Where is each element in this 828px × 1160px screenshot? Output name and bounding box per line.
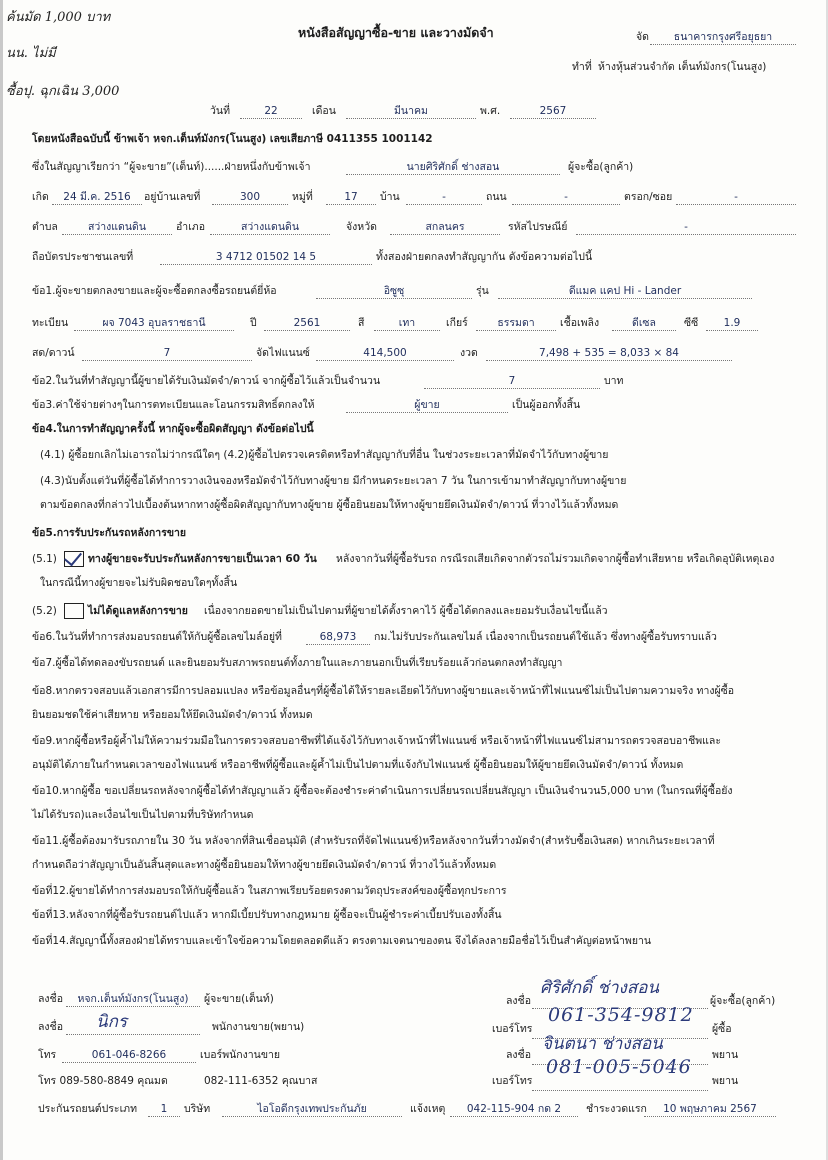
clause9-line2: อนุมัติได้ภายในกำหนดเวลาของไฟแนนซ์ หรืออาชีพที่ผู้ซื้อและผู้ค้ำไม่เป็นไปตามที่แจ้งกับไฟแนนซ์ ผู้ซื้อยินยอมให้ผู้ขายยึดเงินมัดจำ/ดาวน์ ทั้งหมด [32, 759, 684, 771]
province-value: สกลนคร [390, 220, 500, 235]
day-label: วันที่ [210, 105, 230, 117]
staff-sign-label: ลงชื่อ [38, 1021, 63, 1033]
clause6-text: ข้อ6.ในวันที่ทำการส่งมอบรถยนต์ให้กับผู้ซื้อเลขไมล์อยู่ที่ [32, 631, 282, 643]
clause4-title: ข้อ4.ในการทำสัญญาครั้งนี้ หากผู้จะซื้อผิดสัญญา ดังข้อต่อไปนี้ [32, 423, 314, 435]
house-value: 300 [212, 190, 288, 205]
option1-checkbox[interactable] [64, 551, 84, 567]
first-due-date: 10 พฤษภาคม 2567 [644, 1102, 776, 1117]
car-model: ดีแมค แคป Hi - Lander [498, 284, 752, 299]
month-value: มีนาคม [346, 104, 476, 119]
fuel-label: เชื้อเพลิง [560, 317, 600, 329]
insurance-label: ประกันรถยนต์ประเภท [38, 1103, 138, 1115]
party-prefix: ซึ่งในสัญญาเรียกว่า “ผู้จะขาย”(เต็นท์)......ฝ่ายหนึ่งกับข้าพเจ้า [32, 161, 311, 173]
clause3-party: ผู้ขาย [346, 398, 508, 413]
witness-phone: 081-005-5046 [546, 1056, 692, 1078]
soi-value: - [676, 190, 796, 205]
finance-amount: 414,500 [316, 346, 454, 361]
reg-plate: ผจ 7043 อุบลราชธานี [74, 316, 234, 331]
idcard-suffix: ทั้งสองฝ่ายตกลงทำสัญญากัน ดังข้อความต่อไปนี้ [376, 251, 593, 263]
cc-label: ซีซี [684, 317, 699, 329]
clause12-text: ข้อที่12.ผู้ขายได้ทำการส่งมอบรถให้กับผู้ซื้อแล้ว ในสภาพเรียบร้อยตรงตามวัตถุประสงค์ของผู้ซื้อทุกประการ [32, 885, 507, 897]
color-label: สี [358, 317, 365, 329]
car-fuel: ดีเซล [612, 316, 676, 331]
car-cc: 1.9 [706, 316, 758, 331]
clause5-title: ข้อ5.การรับประกันรถหลังการขาย [32, 527, 187, 539]
deposit-unit: บาท [604, 375, 624, 387]
staff-phone: 061-046-8266 [62, 1048, 196, 1063]
staff-phone-role: เบอร์พนักงานขาย [200, 1049, 281, 1061]
claim-label: แจ้งเหตุ [410, 1103, 446, 1115]
buyer-role: ผู้จะซื้อ(ลูกค้า) [568, 161, 634, 173]
intro-text: โดยหนังสือฉบับนี้ ข้าพเจ้า หจก.เต็นท์มังกร(โนนสูง) เลขเสียภาษี 0411355 1001142 [32, 133, 433, 145]
insurance-type: 1 [148, 1102, 180, 1117]
road-label: ถนน [486, 191, 507, 203]
option1-bold: ทางผู้ขายจะรับประกันหลังการขายเป็นเวลา 60 วัน [88, 553, 317, 565]
clause14-text: ข้อที่14.สัญญานี้ทั้งสองฝ่ายได้ทราบและเข้าใจข้อความโดยตลอดดีแล้ว ตรงตามเจตนาของตน จึงได้ลงลายมือชื่อไว้เป็นสำคัญต่อหน้าพยาน [32, 935, 652, 947]
clause4-p1: (4.1) ผู้ซื้อยกเลิกไม่เอารถไม่ว่ากรณีใดๆ (4.2)ผู้ซื้อไปตรวจเครดิตหรือทำสัญญากับที่อื่น ในช่วงระยะเวลาที่มัดจำไว้กับทางผู้ขาย [40, 449, 609, 461]
clause8-line2: ยินยอมชดใช้ค่าเสียหาย หรือยอมให้ยึดเงินมัดจำ/ดาวน์ ทั้งหมด [32, 709, 313, 721]
clause13-text: ข้อที่13.หลังจากที่ผู้ซื้อรับรถยนต์ไปแล้ว หากมีเบี้ยปรับทางกฎหมาย ผู้ซื้อจะเป็นผู้ชำระค่าเบี้ยปรับเองทั้งสิ้น [32, 909, 502, 921]
option1-rest: หลังจากวันที่ผู้ซื้อรับรถ กรณีรถเสียเกิดจากตัวรถไม่รวมเกิดจากผู้ซื้อทำเสียหาย หรือเกิดอุบัติเหตุเอง [336, 553, 775, 565]
buyer-phone-role: ผู้ซื้อ [712, 1023, 732, 1035]
clause4-p2: (4.3)นับตั้งแต่วันที่ผู้ซื้อได้ทำการวางเงินจองหรือมัดจำไว้กับทางผู้ขาย มีกำหนดระยะเวลา 7 วัน ในการเข้ามาทำสัญญากับทางผู้ขาย [40, 475, 627, 487]
gear-label: เกียร์ [446, 317, 468, 329]
month-label: เดือน [312, 105, 336, 117]
option1-line2: ในกรณีนี้ทางผู้ขายจะไม่รับผิดชอบใดๆทั้งสิ้น [40, 577, 238, 589]
day-value: 22 [240, 104, 302, 119]
buyer-name: นายศิริศักดิ์ ช่างสอน [346, 160, 560, 175]
birth-value: 24 มี.ค. 2516 [52, 190, 142, 205]
moo-value: 17 [326, 190, 376, 205]
phone-label: โทร [38, 1049, 57, 1061]
option2-rest: เนื่องจากยอดขายไม่เป็นไปตามที่ผู้ขายได้ตั้งราคาไว้ ผู้ซื้อได้ตกลงและยอมรับเงื่อนไขนี้แล้ว [204, 605, 608, 617]
road-value: - [512, 190, 620, 205]
buyer-sign-role: ผู้จะซื้อ(ลูกค้า) [710, 995, 776, 1007]
insurance-company-label: บริษัท [184, 1103, 211, 1115]
year-value: 2567 [510, 104, 596, 119]
reg-year-label: ปี [250, 317, 257, 329]
staff-role: พนักงานขาย(พยาน) [212, 1021, 305, 1033]
clause10-line1: ข้อ10.หากผู้ซื้อ ขอเปลี่ยนรถหลังจากผู้ซื้อได้ทำสัญญาแล้ว ผู้ซื้อจะต้องชำระค่าดำเนินการเปลี่ยนรถเปลี่ยนสัญญา เป็นเงินจำนวน5,000 บาท (ในกรณที่ผู้ซื้อยัง [32, 785, 733, 797]
buyer-phone: 061-354-9812 [548, 1004, 694, 1026]
option1-number: (5.1) [32, 553, 57, 565]
finance-label: จัด [636, 31, 649, 43]
car-color: เทา [374, 316, 440, 331]
house-label: อยู่บ้านเลขที่ [144, 191, 201, 203]
seller-role: ผู้จะขาย(เต็นท์) [204, 993, 274, 1005]
down-value: 7 [82, 346, 252, 361]
option2-bold: ไม่ได้ดูแลหลังการขาย [88, 605, 188, 617]
contact-bas: 082-111-6352 คุณบาส [204, 1075, 318, 1087]
witness-phone-role: พยาน [712, 1075, 739, 1087]
province-label: จังหวัด [346, 221, 377, 233]
option2-checkbox[interactable] [64, 603, 84, 619]
buyer-sign-label: ลงชื่อ [506, 995, 531, 1007]
mileage-value: 68,973 [306, 630, 370, 645]
tambon-label: ตำบล [32, 221, 58, 233]
witness-sign-label: ลงชื่อ [506, 1049, 531, 1061]
staff-signature: นิกร [96, 1012, 128, 1032]
installment-label: งวด [460, 347, 478, 359]
amphoe-label: อำเภอ [176, 221, 206, 233]
witness-signature: จินตนา ช่างสอน [542, 1034, 663, 1054]
clause10-line2: ไม่ได้รับรถ)และเงื่อนไขเป็นไปตามที่บริษัทกำหนด [32, 809, 254, 821]
note-deposit: ค้นมัด 1,000 บาท [6, 10, 111, 25]
clause11-line2: กำหนดถือว่าสัญญาเป็นอันสิ้นสุดและทางผู้ซื้อยินยอมให้ทางผู้ขายยึดเงินมัดจำ/ดาวน์ ที่วางไว้แล้วทั้งหมด [32, 859, 497, 871]
soi-label: ตรอก/ซอย [624, 191, 673, 203]
idcard-value: 3 4712 01502 14 5 [160, 250, 372, 265]
birth-label: เกิด [32, 191, 49, 203]
deposit-amount: 7 [424, 374, 600, 389]
finance-amount-label: จัดไฟแนนซ์ [256, 347, 310, 359]
first-due-label: ชำระงวดแรก [586, 1103, 647, 1115]
seller-sign-label: ลงชื่อ [38, 993, 63, 1005]
claim-phone: 042-115-904 กด 2 [450, 1102, 578, 1117]
note-weight: นน. ไม่มี [6, 46, 56, 61]
installment-value: 7,498 + 535 = 8,033 × 84 [486, 346, 732, 361]
clause9-line1: ข้อ9.หากผู้ซื้อหรือผู้ค้ำไม่ให้ความร่วมมือในการตรวจสอบอาชีพที่ได้แจ้งไว้กับทางเจ้าหน้าที่ไฟแนนซ์ หรือเจ้าหน้าที่ไฟแนนซ์ไม่สามารถตรวจสอบอาชีพและ [32, 735, 721, 747]
clause7-text: ข้อ7.ผู้ซื้อได้ทดลองขับรถยนต์ และยินยอมรับสภาพรถยนต์ทั้งภายในและภายนอกเป็นที่เรียบร้อยแล้วก่อนตกลงทำสัญญา [32, 657, 563, 669]
clause1-label: ข้อ1.ผู้จะขายตกลงขายและผู้จะซื้อตกลงซื้อรถยนต์ยี่ห้อ [32, 285, 277, 297]
clause8-line1: ข้อ8.หากตรวจสอบแล้วเอกสารมีการปลอมแปลง หรือข้อมูลอื่นๆที่ผู้ซื้อได้ให้รายละเอียดไว้กับทางผู้ขายและเจ้าหน้าที่ไฟแนนซ์ไม่เป็นไปตามความจริง ทางผู้ซื้อ [32, 685, 735, 697]
car-gear: ธรรมดา [476, 316, 556, 331]
village-value: - [406, 190, 482, 205]
idcard-label: ถือบัตรประชาชนเลขที่ [32, 251, 134, 263]
down-label: สด/ดาวน์ [32, 347, 75, 359]
buyer-signature: ศิริศักดิ์ ช่างสอน [540, 978, 660, 998]
clause3-suffix: เป็นผู้ออกทั้งสิ้น [512, 399, 581, 411]
clause11-line1: ข้อ11.ผู้ซื้อต้องมารับรถภายใน 30 วัน หลังจากที่สินเชื่ออนุมัติ (สำหรับรถที่จัดไฟแนนซ์)หรือหลังจากวันที่วางมัดจำ(สำหรับซื้อเงินสด) หากเกินระยะเวลาที่ [32, 835, 715, 847]
buyer-phone-label: เบอร์โทร [492, 1023, 533, 1035]
year-label: พ.ศ. [480, 105, 501, 117]
car-brand: อิซูซุ [316, 284, 472, 299]
reg-label: ทะเบียน [32, 317, 69, 329]
clause6-suffix: กม.ไม่รับประกันเลขไมล์ เนื่องจากเป็นรถยนต์ใช้แล้ว ซึ่งทางผู้ซื้อรับทราบแล้ว [374, 631, 717, 643]
postal-label: รหัสไปรษณีย์ [508, 221, 568, 233]
witness-role: พยาน [712, 1049, 739, 1061]
model-label: รุ่น [476, 285, 489, 297]
option2-number: (5.2) [32, 605, 57, 617]
amphoe-value: สว่างแดนดิน [210, 220, 330, 235]
paper-left-edge [0, 0, 3, 1160]
tambon-value: สว่างแดนดิน [62, 220, 172, 235]
clause4-p3: ตามข้อตกลงที่กล่าวไปเบื้องต้นหากทางผู้ซื้อผิดสัญญากับทางผู้ขาย ผู้ซื้อยินยอมให้ทางผู้ขายยึดเงินมัดจำ/ดาวน์ ที่วางไว้แล้วทั้งหมด [40, 499, 619, 511]
village-label: บ้าน [380, 191, 400, 203]
place-value: ห้างหุ้นส่วนจำกัด เต็นท์มังกร(โนนสูง) [598, 61, 767, 73]
finance-value: ธนาคารกรุงศรีอยุธยา [650, 30, 796, 45]
seller-name: หจก.เต็นท์มังกร(โนนสูง) [66, 992, 200, 1007]
clause2-text: ข้อ2.ในวันที่ทำสัญญานี้ผู้ขายได้รับเงินมัดจำ/ดาวน์ จากผู้ซื้อไว้แล้วเป็นจำนวน [32, 375, 381, 387]
place-label: ทำที่ [572, 61, 592, 73]
reg-year: 2561 [264, 316, 350, 331]
document-title: หนังสือสัญญาซื้อ-ขาย และวางมัดจำ [298, 25, 494, 40]
check-mark-icon [64, 548, 82, 567]
postal-value: - [576, 220, 796, 235]
staff-signature-line [66, 1018, 200, 1035]
contact-mod: โทร 089-580-8849 คุณมด [38, 1075, 168, 1087]
note-fertilizer: ซื้อปุ. ฉุกเฉิน 3,000 [6, 84, 120, 99]
insurance-company: ไอโอดีกรุงเทพประกันภัย [222, 1102, 402, 1117]
moo-label: หมู่ที่ [292, 191, 313, 203]
clause3-text: ข้อ3.ค่าใช้จ่ายต่างๆในการตทะเบียนและโอนกรรมสิทธิ์ตกลงให้ [32, 399, 315, 411]
witness-phone-label: เบอร์โทร [492, 1075, 533, 1087]
